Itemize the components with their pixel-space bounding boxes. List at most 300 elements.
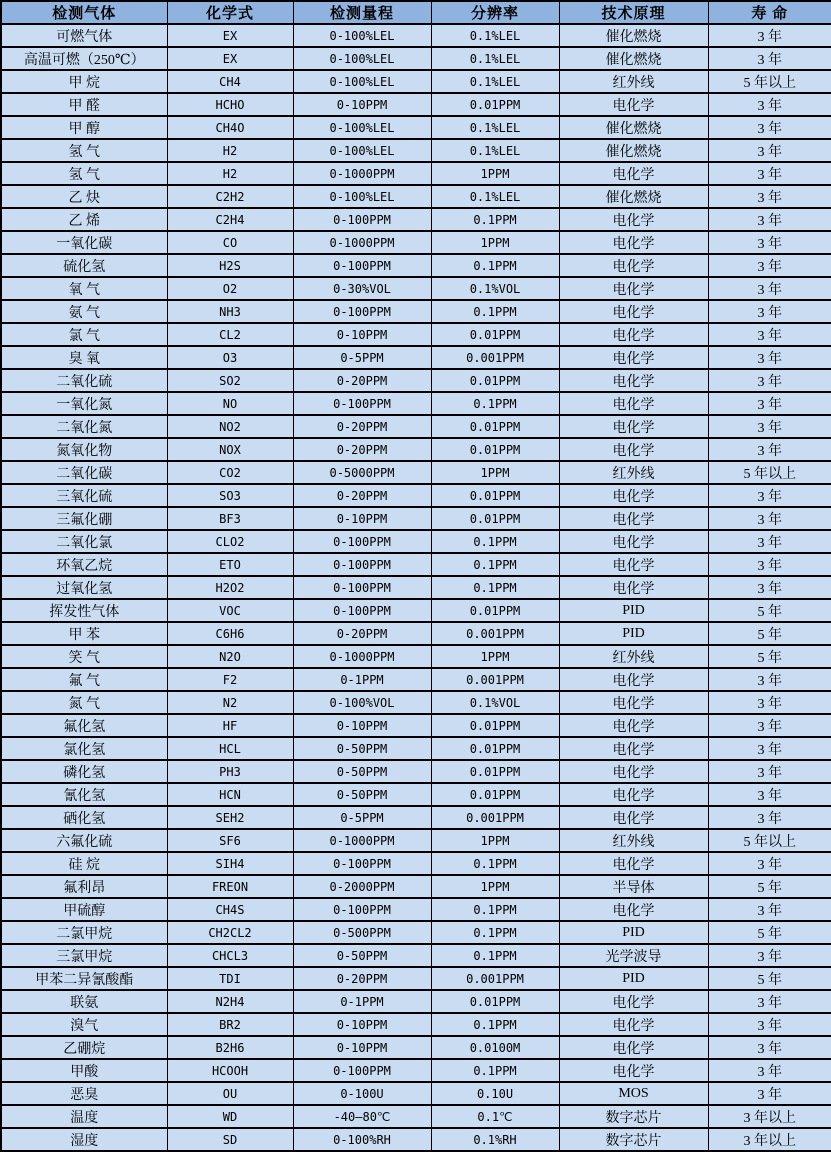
lifespan-cell: 3 年 [708, 346, 831, 369]
lifespan-cell: 3 年 [708, 714, 831, 737]
range-cell: 0-30%VOL [293, 277, 431, 300]
range-cell: 0-50PPM [293, 737, 431, 760]
formula-cell: TDI [167, 967, 293, 990]
resolution-cell: 0.1PPM [431, 852, 559, 875]
gas-name-cell: 甲 醇 [1, 116, 167, 139]
lifespan-cell: 3 年 [708, 783, 831, 806]
gas-name-cell: 二氧化碳 [1, 461, 167, 484]
principle-cell: 光学波导 [559, 944, 708, 967]
resolution-cell: 0.001PPM [431, 806, 559, 829]
lifespan-cell: 5 年 [708, 967, 831, 990]
gas-name-cell: 乙 炔 [1, 185, 167, 208]
gas-name-cell: 三氧化硫 [1, 484, 167, 507]
principle-cell: 电化学 [559, 208, 708, 231]
gas-name-cell: 二氯甲烷 [1, 921, 167, 944]
gas-name-cell: 氧 气 [1, 277, 167, 300]
lifespan-cell: 5 年以上 [708, 829, 831, 852]
gas-name-cell: 环氧乙烷 [1, 553, 167, 576]
resolution-cell: 0.01PPM [431, 484, 559, 507]
table-row [1, 530, 831, 553]
formula-cell: N2O [167, 645, 293, 668]
range-cell: 0-100PPM [293, 254, 431, 277]
formula-cell: SO3 [167, 484, 293, 507]
gas-name-cell: 氨 气 [1, 300, 167, 323]
principle-cell: 电化学 [559, 438, 708, 461]
lifespan-cell: 3 年 [708, 162, 831, 185]
table-row [1, 622, 831, 645]
lifespan-cell: 5 年 [708, 875, 831, 898]
range-cell: 0-50PPM [293, 760, 431, 783]
resolution-cell: 0.1%RH [431, 1128, 559, 1151]
lifespan-cell: 3 年 [708, 139, 831, 162]
gas-name-cell: 氰化氢 [1, 783, 167, 806]
lifespan-cell: 3 年 [708, 1082, 831, 1105]
table-row [1, 277, 831, 300]
formula-cell: BF3 [167, 507, 293, 530]
header-row [1, 1, 831, 24]
range-cell: 0-100%LEL [293, 116, 431, 139]
column-header-principle: 技术原理 [559, 1, 708, 24]
formula-cell: CH4O [167, 116, 293, 139]
resolution-cell: 0.10U [431, 1082, 559, 1105]
formula-cell: VOC [167, 599, 293, 622]
lifespan-cell: 3 年 [708, 484, 831, 507]
formula-cell: CH2CL2 [167, 921, 293, 944]
lifespan-cell: 3 年 [708, 415, 831, 438]
lifespan-cell: 3 年 [708, 737, 831, 760]
range-cell: 0-1000PPM [293, 645, 431, 668]
table-row [1, 1128, 831, 1151]
range-cell: 0-1PPM [293, 990, 431, 1013]
range-cell: 0-10PPM [293, 507, 431, 530]
table-row [1, 806, 831, 829]
principle-cell: 电化学 [559, 254, 708, 277]
principle-cell: 电化学 [559, 323, 708, 346]
range-cell: 0-100PPM [293, 852, 431, 875]
range-cell: -40—80℃ [293, 1105, 431, 1128]
resolution-cell: 0.01PPM [431, 783, 559, 806]
gas-name-cell: 笑 气 [1, 645, 167, 668]
range-cell: 0-1000PPM [293, 231, 431, 254]
table-row [1, 461, 831, 484]
formula-cell: CO [167, 231, 293, 254]
principle-cell: 电化学 [559, 668, 708, 691]
resolution-cell: 0.1%LEL [431, 47, 559, 70]
table-row [1, 392, 831, 415]
principle-cell: 红外线 [559, 645, 708, 668]
gas-name-cell: 三氯甲烷 [1, 944, 167, 967]
principle-cell: 催化燃烧 [559, 116, 708, 139]
formula-cell: OU [167, 1082, 293, 1105]
range-cell: 0-100%VOL [293, 691, 431, 714]
lifespan-cell: 3 年 [708, 1036, 831, 1059]
range-cell: 0-100PPM [293, 208, 431, 231]
principle-cell: 红外线 [559, 461, 708, 484]
gas-name-cell: 湿度 [1, 1128, 167, 1151]
formula-cell: H2 [167, 162, 293, 185]
gas-name-cell: 氟 气 [1, 668, 167, 691]
lifespan-cell: 3 年 [708, 553, 831, 576]
resolution-cell: 0.1℃ [431, 1105, 559, 1128]
formula-cell: H2 [167, 139, 293, 162]
gas-name-cell: 过氧化氢 [1, 576, 167, 599]
table-row [1, 553, 831, 576]
formula-cell: CH4 [167, 70, 293, 93]
resolution-cell: 1PPM [431, 162, 559, 185]
gas-name-cell: 挥发性气体 [1, 599, 167, 622]
principle-cell: PID [559, 967, 708, 990]
resolution-cell: 0.01PPM [431, 737, 559, 760]
table-row [1, 668, 831, 691]
gas-name-cell: 氯 气 [1, 323, 167, 346]
table-row [1, 599, 831, 622]
table-row [1, 507, 831, 530]
principle-cell: 电化学 [559, 990, 708, 1013]
principle-cell: MOS [559, 1082, 708, 1105]
lifespan-cell: 3 年 [708, 185, 831, 208]
range-cell: 0-20PPM [293, 967, 431, 990]
table-row [1, 967, 831, 990]
range-cell: 0-100%LEL [293, 70, 431, 93]
resolution-cell: 0.1%LEL [431, 116, 559, 139]
formula-cell: HCHO [167, 93, 293, 116]
principle-cell: 电化学 [559, 231, 708, 254]
range-cell: 0-100%LEL [293, 139, 431, 162]
range-cell: 0-20PPM [293, 415, 431, 438]
gas-name-cell: 臭 氧 [1, 346, 167, 369]
lifespan-cell: 3 年 [708, 1013, 831, 1036]
formula-cell: SO2 [167, 369, 293, 392]
principle-cell: 数字芯片 [559, 1105, 708, 1128]
resolution-cell: 0.1%LEL [431, 185, 559, 208]
gas-name-cell: 二氧化氯 [1, 530, 167, 553]
range-cell: 0-20PPM [293, 622, 431, 645]
table-row [1, 415, 831, 438]
resolution-cell: 0.1%VOL [431, 277, 559, 300]
resolution-cell: 0.1%LEL [431, 24, 559, 47]
lifespan-cell: 3 年 [708, 691, 831, 714]
table-row [1, 484, 831, 507]
gas-name-cell: 六氟化硫 [1, 829, 167, 852]
principle-cell: 电化学 [559, 300, 708, 323]
range-cell: 0-20PPM [293, 369, 431, 392]
gas-name-cell: 甲 醛 [1, 93, 167, 116]
resolution-cell: 1PPM [431, 231, 559, 254]
table-row [1, 438, 831, 461]
formula-cell: N2 [167, 691, 293, 714]
principle-cell: 电化学 [559, 576, 708, 599]
range-cell: 0-10PPM [293, 714, 431, 737]
formula-cell: HCL [167, 737, 293, 760]
formula-cell: CO2 [167, 461, 293, 484]
lifespan-cell: 3 年 [708, 24, 831, 47]
lifespan-cell: 3 年 [708, 898, 831, 921]
range-cell: 0-100PPM [293, 599, 431, 622]
lifespan-cell: 3 年 [708, 1059, 831, 1082]
resolution-cell: 0.01PPM [431, 507, 559, 530]
gas-name-cell: 氢 气 [1, 162, 167, 185]
resolution-cell: 0.01PPM [431, 760, 559, 783]
principle-cell: 电化学 [559, 1013, 708, 1036]
formula-cell: O2 [167, 277, 293, 300]
table-row [1, 24, 831, 47]
principle-cell: 电化学 [559, 783, 708, 806]
table-row [1, 1059, 831, 1082]
formula-cell: SIH4 [167, 852, 293, 875]
principle-cell: PID [559, 921, 708, 944]
principle-cell: PID [559, 622, 708, 645]
table-row [1, 300, 831, 323]
gas-name-cell: 恶臭 [1, 1082, 167, 1105]
gas-name-cell: 氟利昂 [1, 875, 167, 898]
gas-name-cell: 磷化氢 [1, 760, 167, 783]
column-header-formula: 化学式 [167, 1, 293, 24]
principle-cell: 催化燃烧 [559, 185, 708, 208]
formula-cell: BR2 [167, 1013, 293, 1036]
range-cell: 0-100%RH [293, 1128, 431, 1151]
formula-cell: ETO [167, 553, 293, 576]
range-cell: 0-100PPM [293, 530, 431, 553]
lifespan-cell: 5 年 [708, 599, 831, 622]
principle-cell: 电化学 [559, 530, 708, 553]
resolution-cell: 0.01PPM [431, 599, 559, 622]
formula-cell: H2S [167, 254, 293, 277]
resolution-cell: 0.1PPM [431, 921, 559, 944]
principle-cell: 电化学 [559, 392, 708, 415]
table-row [1, 576, 831, 599]
resolution-cell: 0.1PPM [431, 208, 559, 231]
column-header-lifespan: 寿 命 [708, 1, 831, 24]
range-cell: 0-100PPM [293, 300, 431, 323]
formula-cell: SD [167, 1128, 293, 1151]
formula-cell: N2H4 [167, 990, 293, 1013]
formula-cell: F2 [167, 668, 293, 691]
gas-name-cell: 氟化氢 [1, 714, 167, 737]
resolution-cell: 0.1PPM [431, 300, 559, 323]
principle-cell: 电化学 [559, 737, 708, 760]
column-header-gas-name: 检测气体 [1, 1, 167, 24]
gas-name-cell: 氮氧化物 [1, 438, 167, 461]
formula-cell: HF [167, 714, 293, 737]
gas-name-cell: 温度 [1, 1105, 167, 1128]
formula-cell: HCN [167, 783, 293, 806]
gas-name-cell: 甲 苯 [1, 622, 167, 645]
table-row [1, 93, 831, 116]
table-row [1, 346, 831, 369]
gas-name-cell: 乙 烯 [1, 208, 167, 231]
range-cell: 0-100%LEL [293, 185, 431, 208]
formula-cell: EX [167, 24, 293, 47]
range-cell: 0-50PPM [293, 944, 431, 967]
resolution-cell: 0.1PPM [431, 392, 559, 415]
formula-cell: C2H4 [167, 208, 293, 231]
table-row [1, 185, 831, 208]
gas-name-cell: 氮 气 [1, 691, 167, 714]
lifespan-cell: 3 年 [708, 806, 831, 829]
formula-cell: O3 [167, 346, 293, 369]
formula-cell: WD [167, 1105, 293, 1128]
gas-name-cell: 氢 气 [1, 139, 167, 162]
table-row [1, 116, 831, 139]
lifespan-cell: 5 年以上 [708, 70, 831, 93]
principle-cell: 电化学 [559, 760, 708, 783]
table-row [1, 323, 831, 346]
range-cell: 0-10PPM [293, 1036, 431, 1059]
gas-name-cell: 高温可燃（250℃） [1, 47, 167, 70]
gas-name-cell: 甲酸 [1, 1059, 167, 1082]
range-cell: 0-100PPM [293, 392, 431, 415]
table-body [1, 24, 831, 1151]
gas-name-cell: 乙硼烷 [1, 1036, 167, 1059]
principle-cell: 电化学 [559, 507, 708, 530]
principle-cell: PID [559, 599, 708, 622]
gas-name-cell: 三氟化硼 [1, 507, 167, 530]
resolution-cell: 0.1PPM [431, 254, 559, 277]
resolution-cell: 0.1PPM [431, 898, 559, 921]
principle-cell: 电化学 [559, 162, 708, 185]
lifespan-cell: 3 年 [708, 530, 831, 553]
lifespan-cell: 5 年 [708, 921, 831, 944]
table-row [1, 783, 831, 806]
principle-cell: 电化学 [559, 691, 708, 714]
lifespan-cell: 3 年 [708, 323, 831, 346]
range-cell: 0-10PPM [293, 93, 431, 116]
resolution-cell: 0.1%LEL [431, 70, 559, 93]
range-cell: 0-500PPM [293, 921, 431, 944]
principle-cell: 电化学 [559, 484, 708, 507]
lifespan-cell: 3 年 [708, 369, 831, 392]
table-row [1, 1036, 831, 1059]
formula-cell: HCOOH [167, 1059, 293, 1082]
table-row [1, 1082, 831, 1105]
principle-cell: 电化学 [559, 714, 708, 737]
table-row [1, 1105, 831, 1128]
principle-cell: 电化学 [559, 369, 708, 392]
formula-cell: CH4S [167, 898, 293, 921]
principle-cell: 电化学 [559, 806, 708, 829]
formula-cell: SEH2 [167, 806, 293, 829]
gas-name-cell: 溴气 [1, 1013, 167, 1036]
lifespan-cell: 3 年 [708, 254, 831, 277]
range-cell: 0-1PPM [293, 668, 431, 691]
table-row [1, 760, 831, 783]
table-row [1, 691, 831, 714]
gas-name-cell: 二氧化硫 [1, 369, 167, 392]
lifespan-cell: 3 年 [708, 300, 831, 323]
table-row [1, 47, 831, 70]
resolution-cell: 1PPM [431, 829, 559, 852]
resolution-cell: 0.1PPM [431, 1059, 559, 1082]
resolution-cell: 0.1%LEL [431, 139, 559, 162]
table-row [1, 898, 831, 921]
resolution-cell: 0.01PPM [431, 415, 559, 438]
column-header-resolution: 分辨率 [431, 1, 559, 24]
resolution-cell: 1PPM [431, 461, 559, 484]
formula-cell: C6H6 [167, 622, 293, 645]
range-cell: 0-20PPM [293, 484, 431, 507]
table-row [1, 737, 831, 760]
column-header-range: 检测量程 [293, 1, 431, 24]
lifespan-cell: 3 年 [708, 760, 831, 783]
lifespan-cell: 3 年 [708, 208, 831, 231]
principle-cell: 催化燃烧 [559, 47, 708, 70]
lifespan-cell: 3 年 [708, 576, 831, 599]
lifespan-cell: 3 年 [708, 116, 831, 139]
lifespan-cell: 3 年 [708, 231, 831, 254]
resolution-cell: 0.1%VOL [431, 691, 559, 714]
table-row [1, 369, 831, 392]
table-row [1, 921, 831, 944]
table-row [1, 829, 831, 852]
resolution-cell: 0.01PPM [431, 93, 559, 116]
principle-cell: 红外线 [559, 70, 708, 93]
resolution-cell: 0.001PPM [431, 668, 559, 691]
lifespan-cell: 5 年以上 [708, 461, 831, 484]
range-cell: 0-10PPM [293, 323, 431, 346]
range-cell: 0-5PPM [293, 346, 431, 369]
formula-cell: NO [167, 392, 293, 415]
principle-cell: 红外线 [559, 829, 708, 852]
range-cell: 0-100PPM [293, 576, 431, 599]
resolution-cell: 0.001PPM [431, 346, 559, 369]
resolution-cell: 0.1PPM [431, 530, 559, 553]
range-cell: 0-50PPM [293, 783, 431, 806]
gas-name-cell: 一氧化碳 [1, 231, 167, 254]
resolution-cell: 0.1PPM [431, 576, 559, 599]
resolution-cell: 0.01PPM [431, 714, 559, 737]
formula-cell: SF6 [167, 829, 293, 852]
principle-cell: 电化学 [559, 1036, 708, 1059]
formula-cell: EX [167, 47, 293, 70]
formula-cell: H2O2 [167, 576, 293, 599]
resolution-cell: 1PPM [431, 645, 559, 668]
lifespan-cell: 5 年 [708, 645, 831, 668]
table-row [1, 208, 831, 231]
resolution-cell: 0.01PPM [431, 990, 559, 1013]
formula-cell: CLO2 [167, 530, 293, 553]
resolution-cell: 0.0100M [431, 1036, 559, 1059]
table-row [1, 1013, 831, 1036]
lifespan-cell: 3 年 [708, 47, 831, 70]
resolution-cell: 1PPM [431, 875, 559, 898]
lifespan-cell: 3 年 [708, 438, 831, 461]
table-row [1, 990, 831, 1013]
resolution-cell: 0.001PPM [431, 622, 559, 645]
principle-cell: 电化学 [559, 898, 708, 921]
formula-cell: B2H6 [167, 1036, 293, 1059]
principle-cell: 电化学 [559, 852, 708, 875]
table-row [1, 875, 831, 898]
lifespan-cell: 3 年 [708, 990, 831, 1013]
principle-cell: 电化学 [559, 277, 708, 300]
resolution-cell: 0.01PPM [431, 438, 559, 461]
table-row [1, 231, 831, 254]
gas-name-cell: 硅 烷 [1, 852, 167, 875]
range-cell: 0-1000PPM [293, 162, 431, 185]
gas-name-cell: 联氨 [1, 990, 167, 1013]
range-cell: 0-5000PPM [293, 461, 431, 484]
table-row [1, 70, 831, 93]
table-row [1, 645, 831, 668]
table-row [1, 852, 831, 875]
lifespan-cell: 3 年 [708, 668, 831, 691]
resolution-cell: 0.1PPM [431, 944, 559, 967]
range-cell: 0-100%LEL [293, 47, 431, 70]
principle-cell: 数字芯片 [559, 1128, 708, 1151]
gas-name-cell: 硫化氢 [1, 254, 167, 277]
principle-cell: 电化学 [559, 415, 708, 438]
principle-cell: 半导体 [559, 875, 708, 898]
